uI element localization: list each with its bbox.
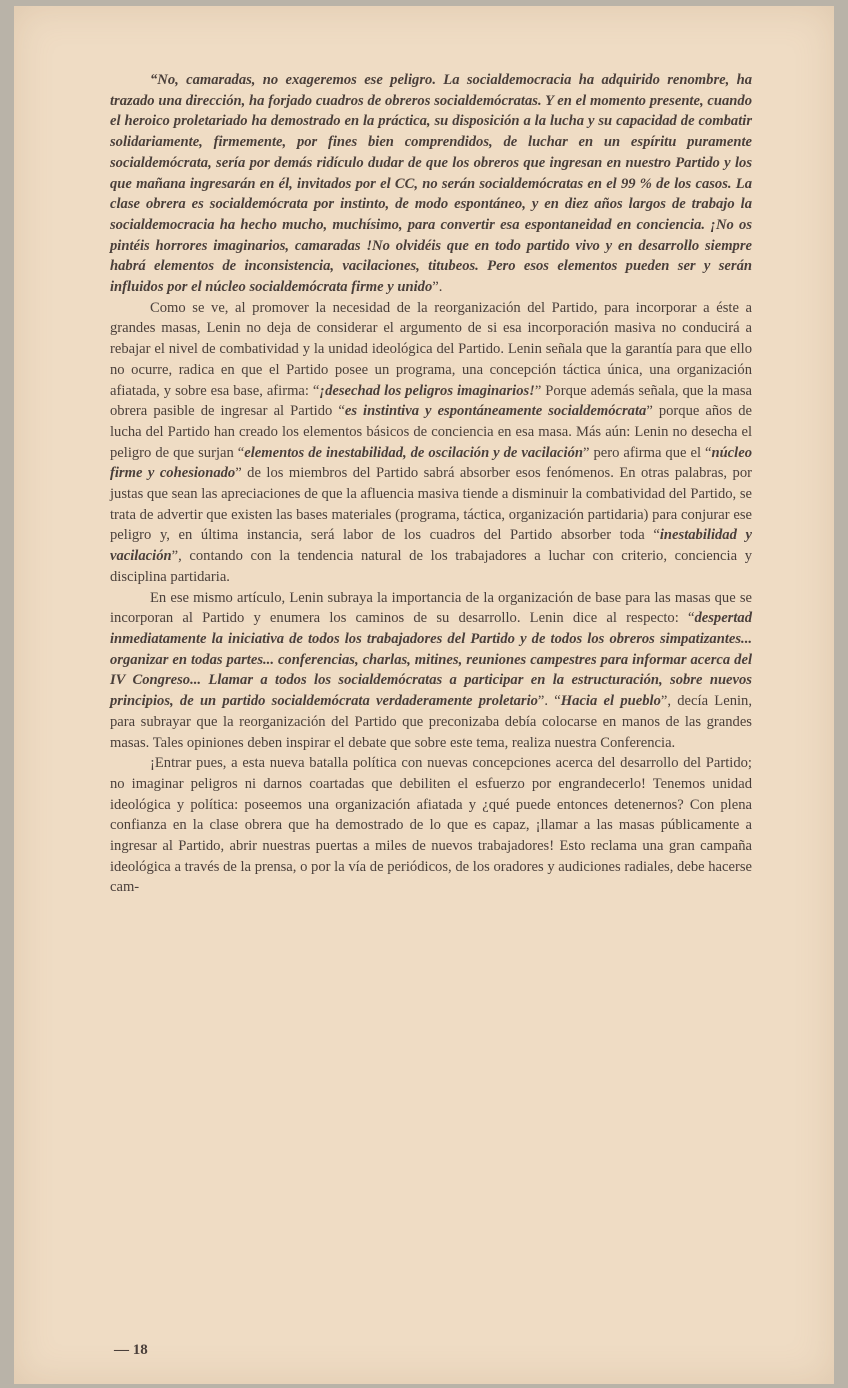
text-segment: ”, contando con la tendencia natural de los trabajadores a luchar con criterio, conciencia y disciplina partidaria. <box>110 548 752 585</box>
paragraph-4 <box>110 753 752 898</box>
page-number: — 18 <box>114 1342 148 1358</box>
text-segment: ¡Entrar pues, a esta nueva batalla política con nuevas concepciones acerca del desarrollo del Partido; no imaginar peligros ni darnos coartadas que debiliten el esfuerzo por engrandecerlo! Tenemos unidad ideológica y política: poseemos una organización afiatada y ¿qué puede entonces detenernos? Con plena confianza en la clase obrera que ha demostrado de lo que es capaz, ¡llamar a las masas públicamente a ingresar al Partido, abrir nuestras puertas a miles de nuevos trabajadores! Esto reclama una gran campaña ideológica a través de la prensa, o por la vía de periódicos, de los oradores y audiciones radiales, debe hacerse cam- <box>110 755 752 896</box>
quote-text: “No, camaradas, no exageremos ese peligro. La socialdemocracia ha adquirido renombre, ha trazado una dirección, ha forjado cuadros de obreros socialdemócratas. Y en el momento presente, cuando el heroico proletariado ha demostrado en la práctica, su disposición a la lucha y su capacidad de combatir solidariamente, firmemente, por fines bien comprendidos, de luchar en un espíritu puramente socialdemócrata, sería por demás ridículo dudar de que los obreros que ingresan en nuestro Partido y los que mañana ingresarán en él, invitados por el CC, no serán socialdemócratas en el 99 % de los casos. La clase obrera es socialdemócrata por instinto, de modo espontáneo, y en diez años largos de trabajo la socialdemocracia ha hecho mucho, muchísimo, para convertir esa espontaneidad en conciencia. ¡No os pintéis horrores imaginarios, camaradas !No olvidéis que en todo partido vivo y en desarrollo siempre habrá elementos de inconsistencia, vacilaciones, titubeos. Pero esos elementos pueden ser y serán influidos por el núcleo socialdemócrata firme y unido <box>110 72 752 296</box>
text-segment: ” de los miembros del Partido sabrá absorber esos fenómenos. En otras palabras, por justas que sean las apreciaciones de que la afluencia masiva tiende a disminuir la combatividad del Partido, se trata de advertir que existen las bases materiales (programa, táctica, organización partidaria) para conjurar ese peligro y, en última instancia, será labor de los cuadros del Partido absorber toda “ <box>110 465 752 544</box>
book-page <box>14 6 834 1384</box>
text-segment: ” pero afirma que el “ <box>582 444 712 461</box>
text-segment: En ese mismo artículo, Lenin subraya la importancia de la organización de base para las masas que se incorporan al Partido y enumera los caminos de su desarrollo. Lenin dice al respecto: “ <box>110 589 752 627</box>
italic-segment: Hacia el pueblo <box>560 693 661 710</box>
italic-segment: núcleo firme y cohesionado <box>110 444 752 482</box>
body-text <box>110 70 752 898</box>
italic-segment: ¡desechad los peligros imaginarios! <box>319 382 535 399</box>
paragraph-3 <box>110 588 752 754</box>
italic-segment: es instintiva y espontáneamente socialdemócrata <box>344 403 647 420</box>
quote-paragraph <box>110 70 752 298</box>
text-segment: ” porque años de lucha del Partido han creado los elementos básicos de conciencia en esa masa. Más aún: Lenin no desecha el peligro de que surjan “ <box>110 403 752 461</box>
text-segment: ”. “ <box>537 693 561 710</box>
paragraph-2 <box>110 298 752 588</box>
quote-close: ”. <box>432 279 443 296</box>
text-segment: ” Porque además señala, que la masa obrera pasible de ingresar al Partido “ <box>110 382 752 420</box>
italic-segment: inestabilidad y vacilación <box>110 527 752 565</box>
italic-segment: despertad inmediatamente la iniciativa de todos los trabajadores del Partido y de todos los obreros simpatizantes... organizar en todas partes... conferencias, charlas, mitines, reuniones campestres para informar acerca del IV Congreso... Llamar a todos los socialdemócratas a participar en la estructuración, sobre nuevos principios, de un partido socialdemócrata verdaderamente proletario <box>110 610 752 710</box>
text-segment: Como se ve, al promover la necesidad de la reorganización del Partido, para incorporar a éste a grandes masas, Lenin no deja de considerar el argumento de si esa incorporación masiva no conducirá a rebajar el nivel de combatividad y la unidad ideológica del Partido. Lenin señala que la garantía para que ello no ocurre, radica en que el Partido posee un programa, una concepción táctica única, una organización afiatada, y sobre esa base, afirma: “ <box>110 299 752 399</box>
text-segment: ”, decía Lenin, para subrayar que la reorganización del Partido que preconizaba debía colocarse en manos de las grandes masas. Tales opiniones deben inspirar el debate que sobre este tema, realiza nuestra Conferencia. <box>110 693 752 751</box>
italic-segment: elementos de inestabilidad, de oscilación y de vacilación <box>244 444 583 461</box>
